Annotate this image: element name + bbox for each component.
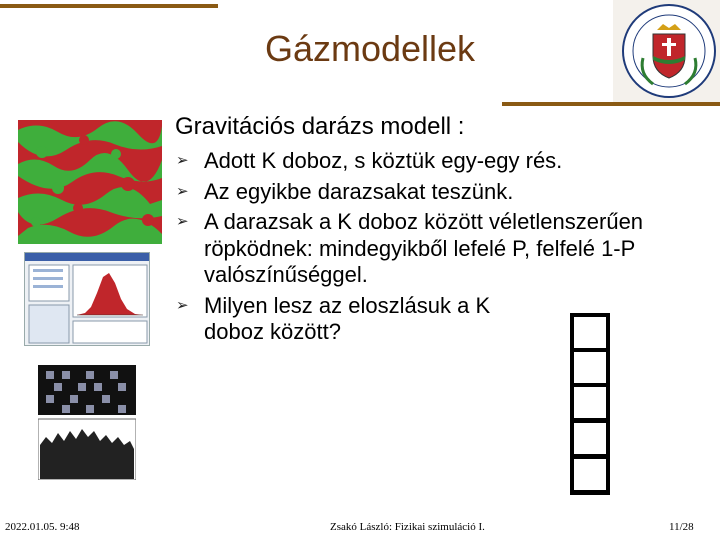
bullet-text: A darazsak a K doboz között véletlenszerűen röpködnek: mindegyikből lefelé P, felfelé 1-P valószínűséggel. — [204, 209, 644, 287]
bullet-text: Az egyikbe darazsakat teszünk. — [204, 178, 514, 204]
bullet-list — [176, 148, 696, 350]
bullet-text: Milyen lesz az eloszlásuk a K doboz között? — [204, 292, 491, 344]
bullet-item — [176, 209, 696, 289]
application-thumbnail — [24, 252, 150, 346]
pattern-thumbnail — [18, 120, 162, 244]
box-tower — [570, 313, 610, 495]
arrow-bullet-icon: ➢ — [176, 213, 189, 230]
box-cell — [574, 317, 606, 348]
bullet-item — [176, 148, 696, 175]
slide-title: Gázmodellek — [264, 28, 476, 69]
slide-subtitle: Gravitációs darázs modell : — [175, 113, 465, 140]
box-cell — [574, 459, 606, 490]
bullet-item — [176, 179, 696, 206]
bullet-item — [176, 293, 544, 346]
university-seal — [613, 0, 720, 102]
accent-bar-mid — [502, 102, 720, 106]
lattice-thumbnail — [38, 365, 136, 480]
box-cell — [574, 423, 606, 454]
accent-bar-top — [0, 4, 218, 8]
footer-author: Zsakó László: Fizikai szimuláció I. — [330, 521, 485, 533]
arrow-bullet-icon: ➢ — [176, 296, 189, 314]
bullet-text: Adott K doboz, s köztük egy-egy rés. — [204, 148, 563, 173]
box-cell — [574, 387, 606, 418]
arrow-bullet-icon: ➢ — [176, 182, 189, 200]
footer-page-number: 11/28 — [669, 521, 694, 533]
arrow-bullet-icon: ➢ — [176, 152, 189, 169]
footer-date: 2022.01.05. 9:48 — [5, 521, 80, 533]
box-cell — [574, 352, 606, 383]
